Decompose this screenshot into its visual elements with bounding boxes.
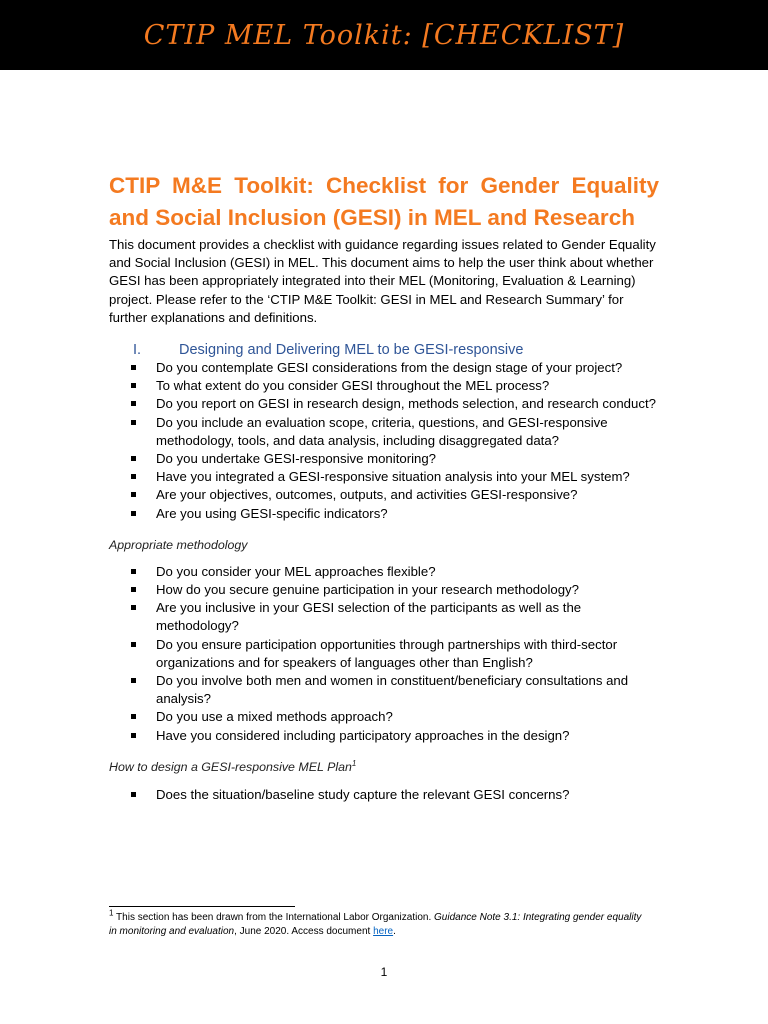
checklist-item — [109, 727, 659, 745]
checklist-item-text: Do you consider your MEL approaches flexible? — [156, 563, 436, 579]
bullet-square-icon — [131, 605, 136, 610]
bullet-square-icon — [131, 511, 136, 516]
header-bar — [0, 0, 768, 70]
footnote-link[interactable]: here — [373, 926, 394, 937]
bullet-square-icon — [131, 792, 136, 797]
checklist-item-text: Have you considered including participatory approaches in the design? — [156, 727, 570, 743]
bullet-square-icon — [131, 365, 136, 370]
checklist-item-text: Do you report on GESI in research design, methods selection, and research conduct? — [156, 396, 656, 412]
checklist-item — [109, 486, 659, 504]
checklist-item-text: Are you inclusive in your GESI selection of the participants as well as the methodology? — [156, 600, 582, 634]
bullet-square-icon — [131, 714, 136, 719]
checklist-item — [109, 636, 659, 672]
checklist-item — [109, 468, 659, 486]
checklist-item-text: Do you undertake GESI-responsive monitoring? — [156, 451, 437, 467]
checklist-item — [109, 450, 659, 468]
footnote-text-before: This section has been drawn from the International Labor Organization. — [113, 912, 435, 923]
checklist-item — [109, 672, 659, 708]
checklist-item-text: Do you use a mixed methods approach? — [156, 709, 393, 725]
footnote — [109, 908, 649, 939]
bullet-square-icon — [131, 492, 136, 497]
bullet-square-icon — [131, 587, 136, 592]
bullet-square-icon — [131, 474, 136, 479]
footnote-divider — [109, 906, 295, 907]
methodology-subheading: Appropriate methodology — [109, 537, 248, 552]
checklist-item-text: Do you involve both men and women in constituent/beneficiary consultations and analysis? — [156, 673, 629, 707]
footnote-text-after: , June 2020. Access document — [234, 926, 374, 937]
checklist-item — [109, 563, 659, 581]
checklist-item — [109, 786, 659, 804]
checklist-item-text: How do you secure genuine participation in your research methodology? — [156, 582, 579, 598]
checklist-item — [109, 599, 659, 635]
checklist-item — [109, 377, 659, 395]
checklist-item-text: Do you contemplate GESI considerations from the design stage of your project? — [156, 360, 623, 376]
page-number: 1 — [380, 965, 388, 979]
checklist-item — [109, 414, 659, 450]
plan-subheading-text: How to design a GESI-responsive MEL Plan — [109, 759, 352, 774]
section1-checklist — [109, 359, 659, 523]
section-heading — [133, 341, 659, 359]
bullet-square-icon — [131, 456, 136, 461]
header-title: CTIP MEL Toolkit: [CHECKLIST] — [143, 19, 625, 51]
section-number: I. — [133, 342, 142, 359]
checklist-item-text: To what extent do you consider GESI throughout the MEL process? — [156, 378, 550, 394]
bullet-square-icon — [131, 383, 136, 388]
checklist-item-text: Do you ensure participation opportunities through partnerships with third-sector organizations and for speakers of languages other than English? — [156, 636, 618, 670]
checklist-item-text: Are your objectives, outcomes, outputs, and activities GESI-responsive? — [156, 487, 578, 503]
bullet-square-icon — [131, 733, 136, 738]
checklist-item — [109, 708, 659, 726]
checklist-item — [109, 581, 659, 599]
bullet-square-icon — [131, 420, 136, 425]
checklist-item-text: Have you integrated a GESI-responsive situation analysis into your MEL system? — [156, 469, 630, 485]
bullet-square-icon — [131, 678, 136, 683]
footnote-marker: 1 — [109, 908, 114, 918]
footnote-italic-title: Guidance Note 3.1: Integrating gender equality in monitoring and evaluation — [109, 912, 642, 937]
checklist-item — [109, 395, 659, 413]
bullet-square-icon — [131, 642, 136, 647]
intro-paragraph: This document provides a checklist with guidance regarding issues related to Gender Equality and Social Inclusion (GESI) in MEL. This document aims to help the user think about whether GESI has been appropriately integrated into their MEL (Monitoring, Evaluation & Learning) project. Please refer to the ‘CTIP M&E Toolkit: GESI in MEL and Research Summary’ for further explanations and definitions. — [109, 237, 656, 325]
footnote-reference[interactable]: 1 — [351, 758, 357, 768]
plan-checklist — [109, 786, 659, 804]
methodology-checklist — [109, 563, 659, 745]
checklist-item — [109, 505, 659, 523]
plan-subheading — [109, 758, 659, 776]
footnote-end: . — [393, 926, 396, 937]
checklist-item-text: Does the situation/baseline study capture the relevant GESI concerns? — [156, 786, 570, 802]
bullet-square-icon — [131, 569, 136, 574]
document-body — [109, 170, 659, 804]
section-title: Designing and Delivering MEL to be GESI-responsive — [179, 342, 524, 359]
checklist-item — [109, 359, 659, 377]
checklist-item-text: Do you include an evaluation scope, criteria, questions, and GESI-responsive methodology, tools, and data analysis, including disaggregated data? — [156, 414, 608, 448]
document-title: CTIP M&E Toolkit: Checklist for Gender Equality and Social Inclusion (GESI) in MEL and Research — [109, 173, 659, 230]
checklist-item-text: Are you using GESI-specific indicators? — [156, 505, 388, 521]
bullet-square-icon — [131, 401, 136, 406]
